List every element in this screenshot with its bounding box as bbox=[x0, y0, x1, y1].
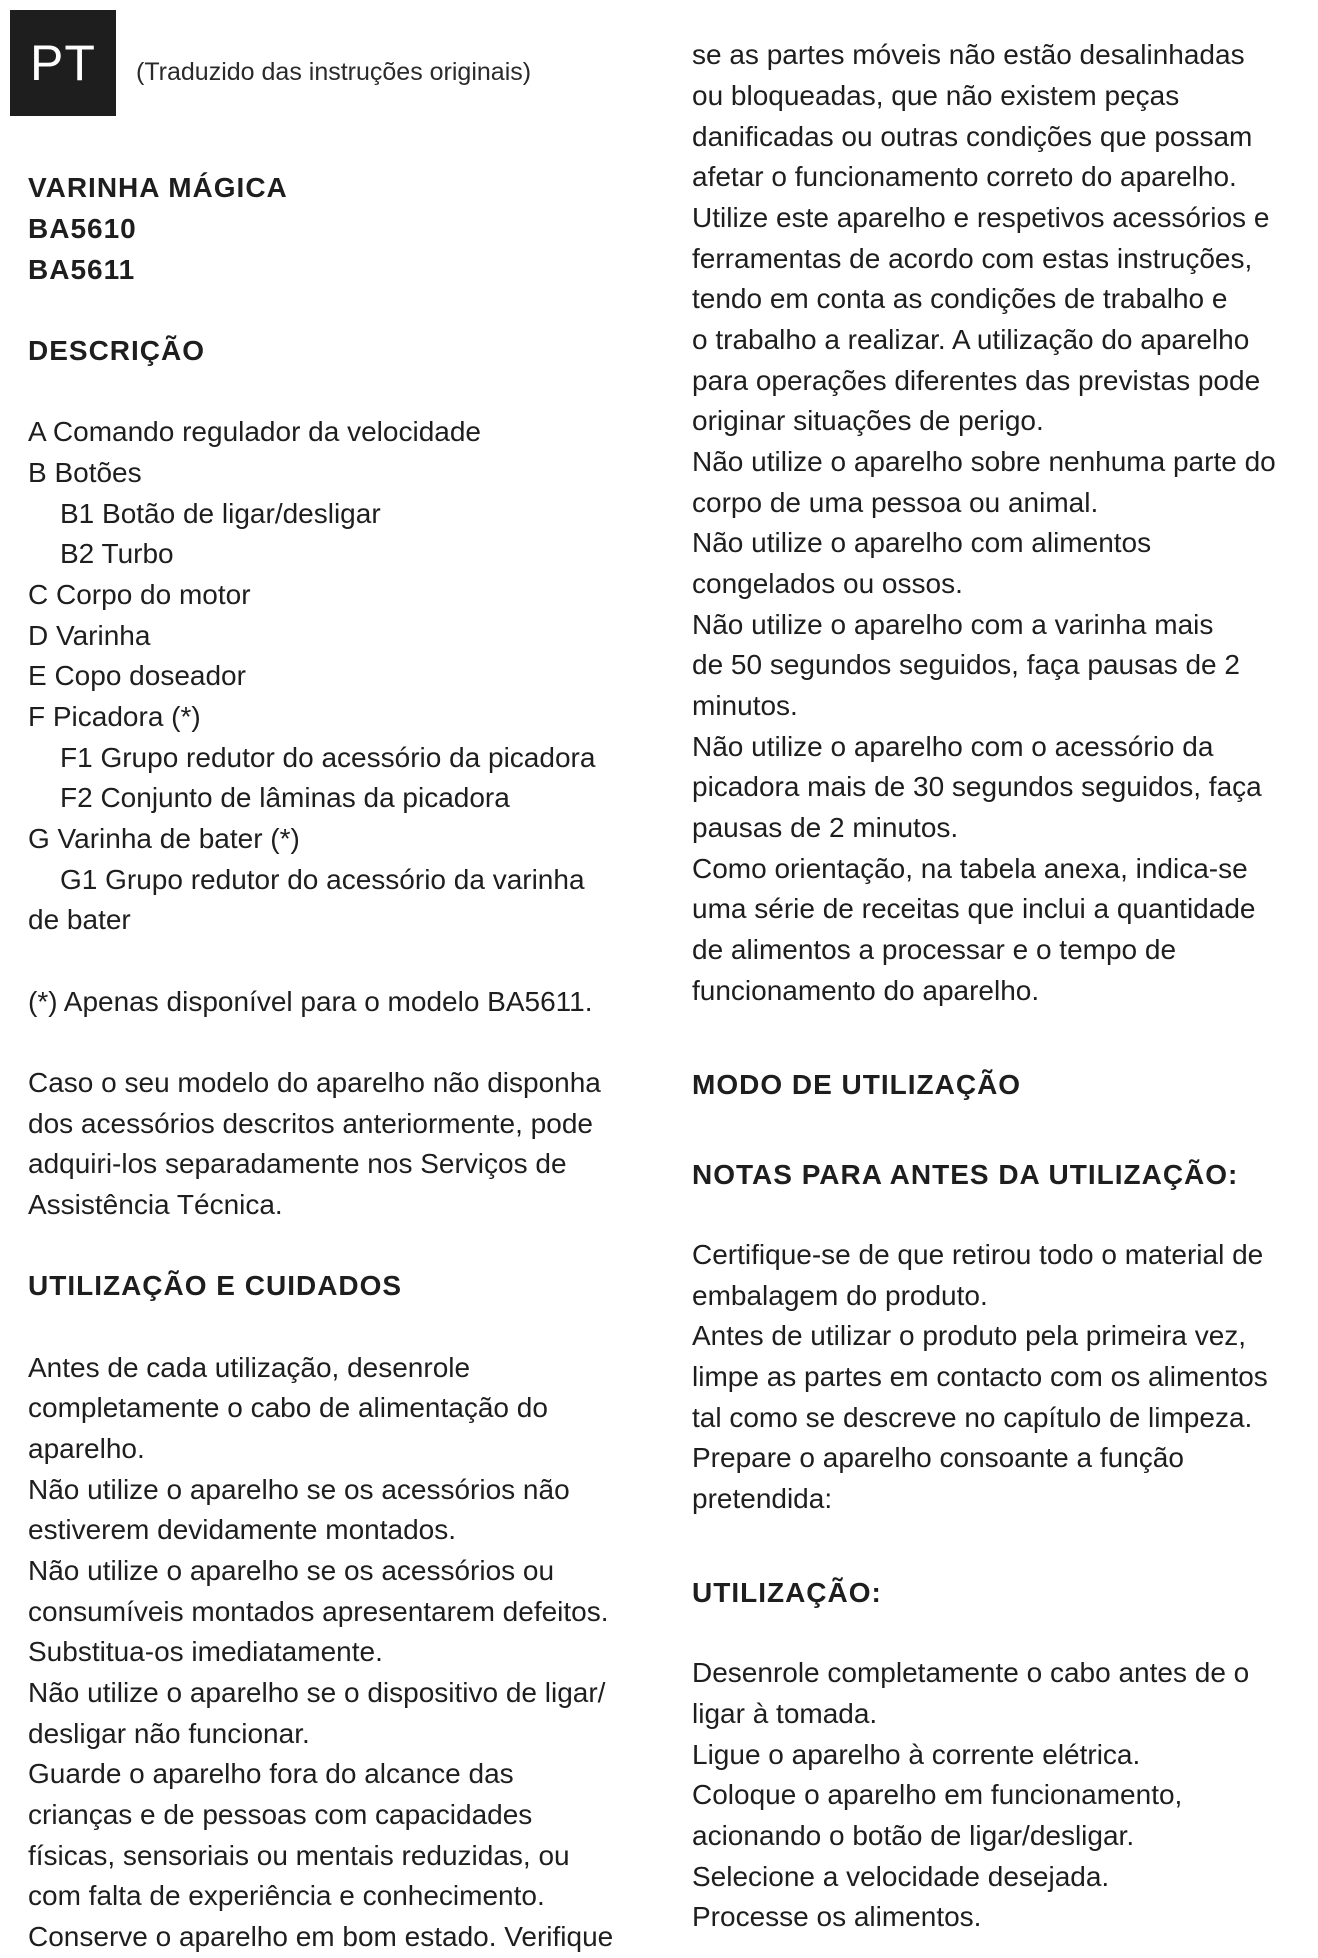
use-care-line: Não utilize o aparelho se os acessórios ou bbox=[28, 1555, 555, 1586]
accessories-note-line: adquiri-los separadamente nos Serviços de bbox=[28, 1148, 567, 1179]
use-care-line: com falta de experiência e conhecimento. bbox=[28, 1880, 545, 1911]
model-number: BA5610 bbox=[28, 213, 137, 244]
use-care-line: físicas, sensoriais ou mentais reduzidas, ou bbox=[28, 1840, 570, 1871]
description-item: B Botões bbox=[28, 457, 142, 488]
use-care-line: funcionamento do aparelho. bbox=[692, 975, 1040, 1006]
accessories-note-line: Assistência Técnica. bbox=[28, 1189, 283, 1220]
use-line: Ligue o aparelho à corrente elétrica. bbox=[692, 1739, 1141, 1770]
use-care-line: congelados ou ossos. bbox=[692, 568, 963, 599]
use-care-line: tendo em conta as condições de trabalho e bbox=[692, 283, 1228, 314]
use-line: acionando o botão de ligar/desligar. bbox=[692, 1820, 1135, 1851]
use-care-line: Antes de cada utilização, desenrole bbox=[28, 1352, 471, 1383]
use-care-line: para operações diferentes das previstas pode bbox=[692, 365, 1261, 396]
use-care-line: Conserve o aparelho em bom estado. Verifique bbox=[28, 1921, 614, 1952]
use-care-line: ferramentas de acordo com estas instruções, bbox=[692, 243, 1253, 274]
use-care-line: corpo de uma pessoa ou animal. bbox=[692, 487, 1099, 518]
use-care-line: Não utilize o aparelho com alimentos bbox=[692, 527, 1152, 558]
use-line: ligar à tomada. bbox=[692, 1698, 878, 1729]
use-care-line: o trabalho a realizar. A utilização do aparelho bbox=[692, 324, 1250, 355]
notes-line: Prepare o aparelho consoante a função bbox=[692, 1442, 1184, 1473]
notes-line: tal como se descreve no capítulo de limpeza. bbox=[692, 1402, 1253, 1433]
accessories-note-line: dos acessórios descritos anteriormente, pode bbox=[28, 1108, 593, 1139]
description-heading: DESCRIÇÃO bbox=[28, 335, 206, 366]
use-care-line: minutos. bbox=[692, 690, 798, 721]
use-line: Selecione a velocidade desejada. bbox=[692, 1861, 1110, 1892]
use-care-line: de alimentos a processar e o tempo de bbox=[692, 934, 1177, 965]
use-care-line: Não utilize o aparelho sobre nenhuma parte do bbox=[692, 446, 1276, 477]
use-care-line: crianças e de pessoas com capacidades bbox=[28, 1799, 533, 1830]
language-badge: PT bbox=[10, 10, 116, 116]
accessories-note-line: Caso o seu modelo do aparelho não disponha bbox=[28, 1067, 601, 1098]
use-care-line: de 50 segundos seguidos, faça pausas de 2 bbox=[692, 649, 1240, 680]
use-heading: UTILIZAÇÃO: bbox=[692, 1577, 882, 1608]
use-care-line: Como orientação, na tabela anexa, indica-se bbox=[692, 853, 1248, 884]
model-number: BA5611 bbox=[28, 254, 136, 285]
notes-line: Certifique-se de que retirou todo o material de bbox=[692, 1239, 1264, 1270]
use-care-line: picadora mais de 30 segundos seguidos, faça bbox=[692, 771, 1262, 802]
use-line: Desenrole completamente o cabo antes de o bbox=[692, 1657, 1250, 1688]
description-subitem: B2 Turbo bbox=[60, 538, 174, 569]
use-care-line: Utilize este aparelho e respetivos acessórios e bbox=[692, 202, 1270, 233]
use-care-line: Substitua-os imediatamente. bbox=[28, 1636, 383, 1667]
notes-line: pretendida: bbox=[692, 1483, 833, 1514]
notes-line: Antes de utilizar o produto pela primeira vez, bbox=[692, 1320, 1247, 1351]
description-item: G Varinha de bater (*) bbox=[28, 823, 300, 854]
notes-heading: NOTAS PARA ANTES DA UTILIZAÇÃO: bbox=[692, 1159, 1239, 1190]
use-care-line: danificadas ou outras condições que possam bbox=[692, 121, 1253, 152]
description-item: E Copo doseador bbox=[28, 660, 246, 691]
description-item: F Picadora (*) bbox=[28, 701, 201, 732]
use-care-line: completamente o cabo de alimentação do bbox=[28, 1392, 548, 1423]
description-item: A Comando regulador da velocidade bbox=[28, 416, 481, 447]
use-line: Coloque o aparelho em funcionamento, bbox=[692, 1779, 1183, 1810]
use-care-line: Não utilize o aparelho com a varinha mais bbox=[692, 609, 1214, 640]
description-subitem: F2 Conjunto de lâminas da picadora bbox=[60, 782, 510, 813]
use-care-line: afetar o funcionamento correto do aparelho. bbox=[692, 161, 1237, 192]
description-item: D Varinha bbox=[28, 620, 151, 651]
use-care-line: desligar não funcionar. bbox=[28, 1718, 310, 1749]
description-subitem: F1 Grupo redutor do acessório da picadora bbox=[60, 742, 596, 773]
use-care-line: uma série de receitas que inclui a quantidade bbox=[692, 893, 1256, 924]
description-subitem-continued: de bater bbox=[28, 904, 131, 935]
use-care-line: Não utilize o aparelho se o dispositivo de ligar/ bbox=[28, 1677, 606, 1708]
notes-line: embalagem do produto. bbox=[692, 1280, 988, 1311]
use-care-line: pausas de 2 minutos. bbox=[692, 812, 959, 843]
use-care-line: estiverem devidamente montados. bbox=[28, 1514, 456, 1545]
availability-footnote: (*) Apenas disponível para o modelo BA5611. bbox=[28, 986, 593, 1017]
use-care-line: Não utilize o aparelho com o acessório da bbox=[692, 731, 1214, 762]
usage-mode-heading: MODO DE UTILIZAÇÃO bbox=[692, 1069, 1022, 1100]
translated-note: (Traduzido das instruções originais) bbox=[136, 58, 532, 86]
use-care-line: consumíveis montados apresentarem defeitos. bbox=[28, 1596, 609, 1627]
use-care-line: se as partes móveis não estão desalinhadas bbox=[692, 39, 1245, 70]
product-title: VARINHA MÁGICA bbox=[28, 172, 288, 203]
description-subitem: G1 Grupo redutor do acessório da varinha bbox=[60, 864, 585, 895]
use-care-line: Guarde o aparelho fora do alcance das bbox=[28, 1758, 514, 1789]
description-item: C Corpo do motor bbox=[28, 579, 251, 610]
notes-line: limpe as partes em contacto com os alimentos bbox=[692, 1361, 1268, 1392]
use-care-line: ou bloqueadas, que não existem peças bbox=[692, 80, 1180, 111]
description-subitem: B1 Botão de ligar/desligar bbox=[60, 498, 381, 529]
use-care-line: aparelho. bbox=[28, 1433, 145, 1464]
use-care-line: originar situações de perigo. bbox=[692, 405, 1044, 436]
use-care-line: Não utilize o aparelho se os acessórios não bbox=[28, 1474, 570, 1505]
use-care-heading: UTILIZAÇÃO E CUIDADOS bbox=[28, 1270, 403, 1301]
use-line: Processe os alimentos. bbox=[692, 1901, 982, 1932]
